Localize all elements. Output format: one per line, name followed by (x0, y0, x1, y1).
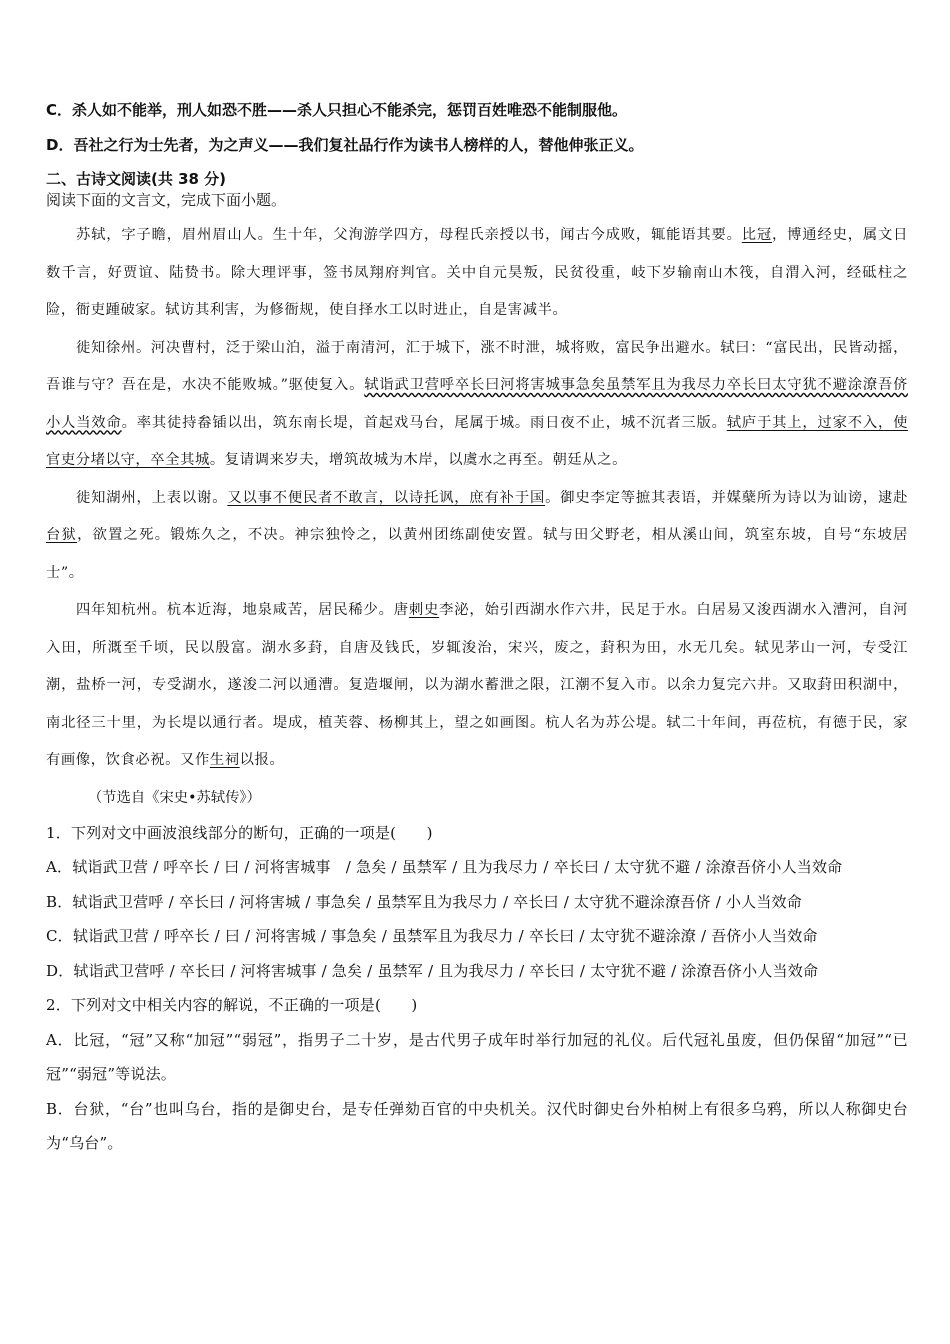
option-d: D．吾社之行为士先者，为之声义——我们复社品行作为读书人榜样的人，替他伸张正义。 (46, 136, 644, 154)
document-page (46, 100, 908, 1161)
underlined-term-taiyu: 台狱 (46, 527, 78, 543)
option-c: C．杀人如不能举，刑人如恐不胜——杀人只担心不能杀完，惩罚百姓唯恐不能制服他。 (46, 101, 628, 119)
underlined-sentence-2: 又以事不便民者不敢言，以诗托讽，庶有补于国 (227, 489, 546, 506)
underlined-term-biguan: 比冠 (741, 227, 773, 243)
question-1-option-a: A．轼诣武卫营 / 呼卒长 / 曰 / 河将害城事 / 急矣 / 虽禁军 / 且为我尽力 / 卒长曰 / 太守犹不避 / 涂潦吾侪小人当效命 (46, 858, 843, 876)
passage-paragraph-2: 徙知徐州。河决曹村，泛于梁山泊，溢于南清河，汇于城下，涨不时泄，城将败，富民争出避水。轼曰：“富民出，民皆动摇，吾谁与守？吾在是，水决不能败城。”驱使复入。轼诣武卫营呼卒长曰河将害城事急矣虽禁军且为我尽力卒长曰太守犹不避涂潦吾侪小人当效命。率其徒持畚锸以出，筑东南长堤，首起戏马台，尾属于城。雨日夜不止，城不沉者三版。轼庐于其上，过家不入，使官吏分堵以守，卒全其城。复请调来岁夫，增筑故城为木岸，以虞水之再至。朝廷从之。 (46, 339, 909, 468)
question-2-option-b: B．台狱，“台”也叫乌台，指的是御史台，是专任弹劾百官的中央机关。汉代时御史台外柏树上有很多乌鸦，所以人称御史台为“乌台”。 (46, 1099, 908, 1152)
section-title: 二、古诗文阅读(共 38 分) (46, 170, 227, 188)
wavy-underlined-sentence: 轼诣武卫营呼卒长曰河将害城事急矣虽禁军且为我尽力卒长曰太守犹不避涂潦吾侪小人当效命 (46, 377, 908, 431)
question-1-option-c: C．轼诣武卫营 / 呼卒长 / 曰 / 河将害城 / 事急矣 / 虽禁军且为我尽力 / 卒长曰 / 太守犹不避涂潦 / 吾侪小人当效命 (46, 927, 818, 945)
question-1-option-d: D．轼诣武卫营呼 / 卒长曰 / 河将害城事 / 急矣 / 虽禁军 / 且为我尽力 / 卒长曰 / 太守犹不避 / 涂潦吾侪小人当效命 (46, 961, 819, 980)
question-1-stem: 1．下列对文中画波浪线部分的断句，正确的一项是( ) (46, 823, 433, 842)
passage-paragraph-1: 苏轼，字子瞻，眉州眉山人。生十年，父洵游学四方，母程氏亲授以书，闻古今成败，辄能语其要。比冠，博通经史，属文日数千言，好贾谊、陆贽书。除大理评事，签书凤翔府判官。关中自元昊叛，民贫役重，岐下岁输南山木筏，自渭入河，经砥柱之险，衙吏踵破家。轼访其利害，为修衙规，使自择水工以时进止，自是害减半。 (46, 227, 908, 318)
underlined-term-shengci: 生祠 (209, 752, 240, 768)
question-1-option-b: B．轼诣武卫营呼 / 卒长曰 / 河将害城 / 事急矣 / 虽禁军且为我尽力 / 卒长曰 / 太守犹不避涂潦吾侪 / 小人当效命 (46, 892, 802, 911)
passage-paragraph-4: 四年知杭州。杭本近海，地泉咸苦，居民稀少。唐刺史李泌，始引西湖水作六井，民足于水。白居易又浚西湖水入漕河，自河入田，所溉至千顷，民以殷富。湖水多葑，自唐及钱氏，岁辄浚治，宋兴，废之，葑积为田，水无几矣。轼见茅山一河，专受江潮，盐桥一河，专受湖水，遂浚二河以通漕。复造堰闸，以为湖水蓄泄之限，江潮不复入市。以余力复完六井。又取葑田积湖中，南北径三十里，为长堤以通行者。堤成，植芙蓉、杨柳其上，望之如画图。杭人名为苏公堤。轼二十年间，再莅杭，有德于民，家有画像，饮食必祝。又作生祠以报。 (46, 602, 908, 768)
underlined-sentence-1: 轼庐于其上，过家不入，使官吏分堵以守，卒全其城 (46, 414, 909, 468)
reading-instruction: 阅读下面的文言文，完成下面小题。 (46, 191, 287, 209)
underlined-term-cishi: 刺史 (408, 602, 440, 618)
passage-paragraph-3: 徙知湖州，上表以谢。又以事不便民者不敢言，以诗托讽，庶有补于国。御史李定等摭其表语，并媒蘖所为诗以为讪谤，逮赴台狱，欲置之死。锻炼久之，不决。神宗独怜之，以黄州团练副使安置。轼与田父野老，相从溪山间，筑室东坡，自号“东坡居士”。 (46, 489, 909, 581)
question-2-stem: 2．下列对文中相关内容的解说，不正确的一项是( ) (46, 996, 418, 1014)
passage-source: （节选自《宋史•苏轼传》） (88, 789, 261, 806)
classical-passage (46, 217, 908, 780)
question-2-option-a: A．比冠，“冠”又称“加冠”“弱冠”，指男子二十岁，是古代男子成年时举行加冠的礼仪。后代冠礼虽废，但仍保留“加冠”“已冠”“弱冠”等说法。 (46, 1030, 908, 1083)
